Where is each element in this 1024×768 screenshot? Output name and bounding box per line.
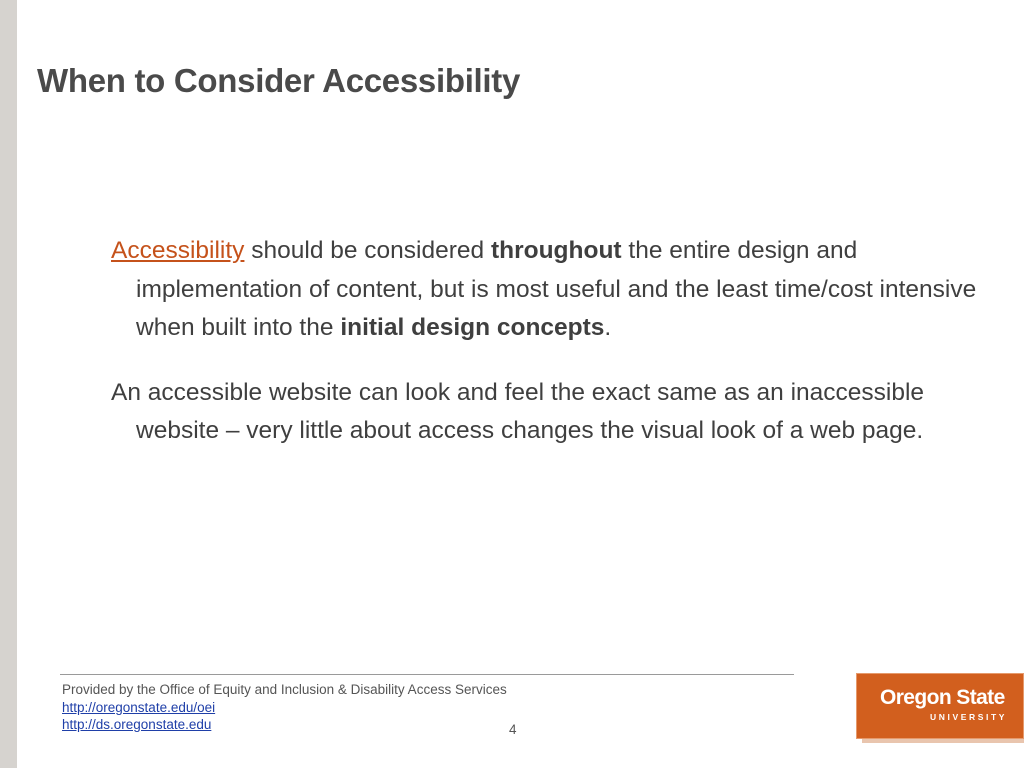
left-sidebar-bar <box>0 0 17 768</box>
logo-main-text: Oregon State <box>880 686 1005 709</box>
paragraph-2: An accessible website can look and feel the exact same as an inaccessible website – very little about access changes the visual look of a web page. <box>111 378 925 444</box>
slide-title: When to Consider Accessibility <box>37 62 521 99</box>
accessibility-link[interactable]: Accessibility <box>111 237 245 264</box>
paragraph-1-text-a: should be considered <box>244 237 491 264</box>
logo-sub-text: UNIVERSITY <box>930 712 1008 722</box>
slide-content <box>111 232 991 477</box>
paragraph-1-text-c: . <box>604 314 612 341</box>
paragraph-1 <box>111 232 991 348</box>
oregon-state-logo <box>856 673 1024 739</box>
footer <box>62 681 507 734</box>
oei-link[interactable]: http://oregonstate.edu/oei <box>62 699 216 715</box>
ds-link[interactable]: http://ds.oregonstate.edu <box>62 717 212 732</box>
footer-provider-text: Provided by the Office of Equity and Inclusion & Disability Access Services <box>62 682 507 697</box>
paragraph-1-bold-a: throughout <box>490 237 622 264</box>
footer-divider <box>60 674 794 675</box>
paragraph-1-bold-b: initial design concepts <box>340 314 605 341</box>
paragraph-1-text-b: the entire design and implementation of content, but is most useful and the least time/cost intensive when built into the <box>136 237 977 341</box>
page-number: 4 <box>509 722 517 737</box>
